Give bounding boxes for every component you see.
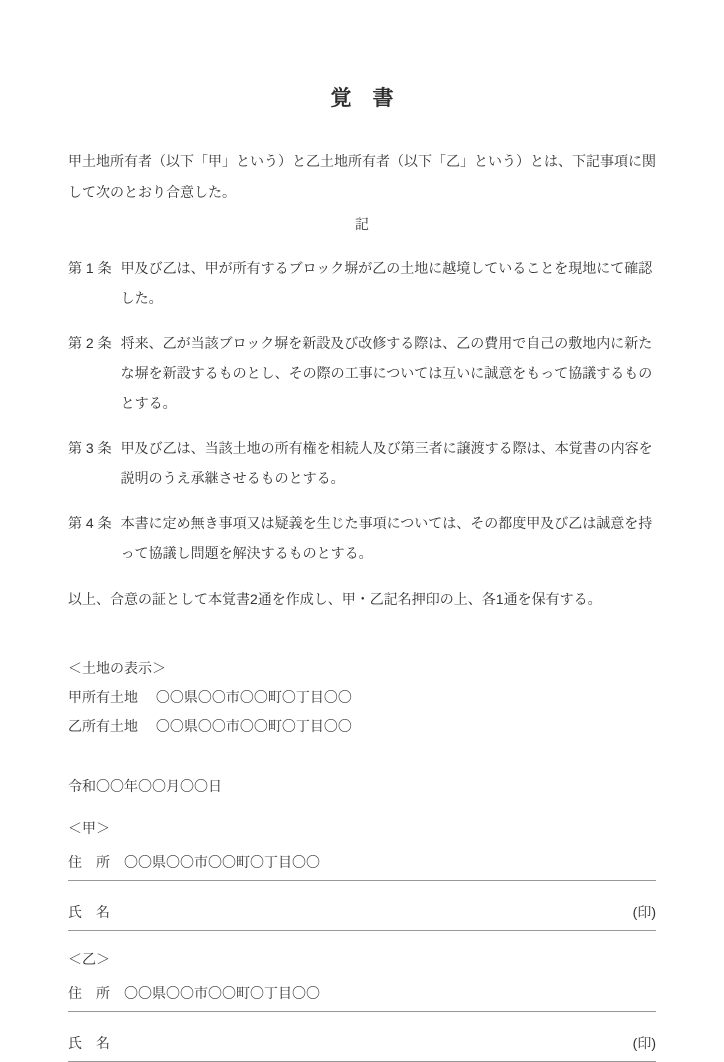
seal-mark: (印) bbox=[632, 1035, 656, 1051]
party-block-kou bbox=[68, 814, 656, 931]
party-header: ＜甲＞ bbox=[68, 820, 110, 836]
closing-statement: 以上、合意の証として本覚書2通を作成し、甲・乙記名押印の上、各1通を保有する。 bbox=[68, 591, 602, 607]
name-signature-row bbox=[68, 901, 656, 931]
party-block-otsu bbox=[68, 945, 656, 1062]
name-signature-row bbox=[68, 1032, 656, 1062]
land-owner-label: 甲所有土地 bbox=[68, 689, 138, 705]
article-text: 甲及び乙は、当該土地の所有権を相続人及び第三者に譲渡する際は、本覚書の内容を説明のうえ承継させるものとする。 bbox=[120, 440, 653, 486]
intro-paragraph: 甲土地所有者（以下「甲」という）と乙土地所有者（以下「乙」という）とは、下記事項に関して次のとおり合意した。 bbox=[68, 153, 656, 200]
article-number: 第 1 条 bbox=[68, 260, 112, 276]
land-row-otsu bbox=[68, 712, 656, 740]
land-address-value: 〇〇県〇〇市〇〇町〇丁目〇〇 bbox=[155, 718, 352, 734]
land-owner-label: 乙所有土地 bbox=[68, 718, 138, 734]
date-line: 令和〇〇年〇〇月〇〇日 bbox=[68, 778, 222, 794]
article-number: 第 2 条 bbox=[68, 335, 112, 351]
article-text: 本書に定め無き事項又は疑義を生じた事項については、その都度甲及び乙は誠意を持って協議し問題を解決するものとする。 bbox=[120, 515, 653, 561]
article-number: 第 3 条 bbox=[68, 440, 112, 456]
document-title: 覚 書 bbox=[330, 87, 394, 110]
land-row-kou bbox=[68, 683, 656, 711]
party-header: ＜乙＞ bbox=[68, 951, 110, 967]
address-label: 住 所 bbox=[68, 985, 110, 1001]
article-text: 甲及び乙は、甲が所有するブロック塀が乙の土地に越境していることを現地にて確認した。 bbox=[120, 260, 653, 306]
articles-section bbox=[68, 253, 656, 568]
address-label: 住 所 bbox=[68, 854, 110, 870]
address-signature-row bbox=[68, 851, 656, 881]
article-item-2 bbox=[68, 328, 656, 418]
article-item-3 bbox=[68, 433, 656, 493]
article-text: 将来、乙が当該ブロック塀を新設及び改修する際は、乙の費用で自己の敷地内に新たな塀を新設するものとし、その際の工事については互いに誠意をもって協議するものとする。 bbox=[120, 335, 653, 411]
name-label: 氏 名 bbox=[68, 904, 110, 920]
land-address-value: 〇〇県〇〇市〇〇町〇丁目〇〇 bbox=[155, 689, 352, 705]
seal-mark: (印) bbox=[632, 904, 656, 920]
article-item-4 bbox=[68, 508, 656, 568]
land-section-header: ＜土地の表示＞ bbox=[68, 660, 166, 676]
record-marker: 記 bbox=[355, 216, 369, 232]
name-label: 氏 名 bbox=[68, 1035, 110, 1051]
land-description-section bbox=[68, 654, 656, 740]
article-item-1 bbox=[68, 253, 656, 313]
address-value: 〇〇県〇〇市〇〇町〇丁目〇〇 bbox=[124, 985, 320, 1001]
address-value: 〇〇県〇〇市〇〇町〇丁目〇〇 bbox=[124, 854, 320, 870]
address-signature-row bbox=[68, 982, 656, 1012]
article-number: 第 4 条 bbox=[68, 515, 112, 531]
